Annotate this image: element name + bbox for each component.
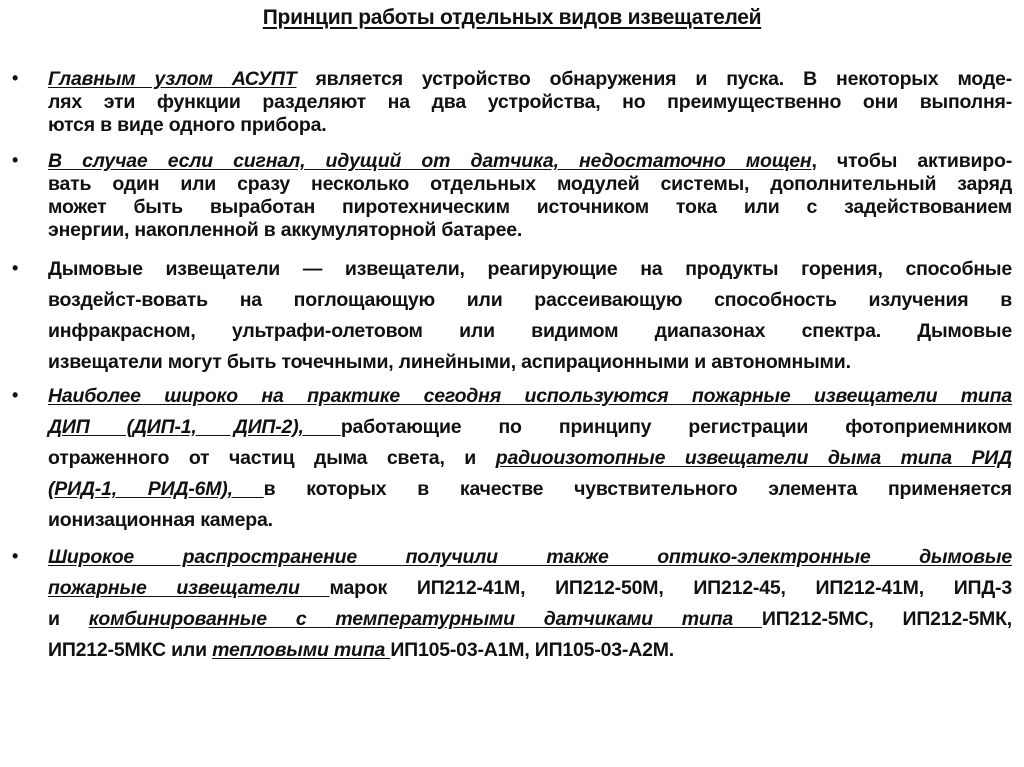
body-text: извещатели могут быть точечными, линейными, аспирационными и автономными. <box>48 351 851 373</box>
bullet-icon: • <box>12 546 19 566</box>
body-text: и <box>48 608 89 630</box>
bullet-icon: • <box>12 150 19 170</box>
text-line <box>48 285 1012 316</box>
body-text: может быть выработан пиротехническим источником тока или с задействованием <box>48 196 1012 218</box>
text-line <box>48 173 1012 196</box>
emphasized-text: комбинированные с температурными датчиками типа <box>88 608 762 630</box>
body-text: отраженного от частиц дыма света, и <box>48 447 496 469</box>
emphasized-text: Широкое распространение получили также оптико-электронные дымовые <box>48 546 1012 568</box>
text-line <box>48 254 1012 285</box>
body-text: ются в виде одного прибора. <box>48 114 327 136</box>
body-text: работающие по принципу регистрации фотоприемником <box>340 416 1012 438</box>
text-line <box>48 91 1012 114</box>
text-line <box>48 219 1012 242</box>
emphasized-text: Наиболее широко на практике сегодня используются пожарные извещатели типа <box>48 385 1012 407</box>
text-line <box>48 347 1012 378</box>
body-text: инфракрасном, ультрафи-олетовом или видимом диапазонах спектра. Дымовые <box>48 320 1012 342</box>
body-text: ионизационная камера. <box>48 509 273 531</box>
bullet-text <box>48 68 1012 137</box>
emphasized-text: В случае если сигнал, идущий от датчика, недостаточно мощен <box>48 150 812 172</box>
bullet-text <box>48 254 1012 378</box>
text-line <box>48 474 1012 505</box>
body-text: лях эти функции разделяют на два устройства, но преимущественно они выполня- <box>48 91 1012 113</box>
emphasized-text: пожарные извещатели <box>48 577 330 599</box>
body-text: энергии, накопленной в аккумуляторной батарее. <box>48 219 523 241</box>
emphasized-text: Главным узлом АСУПТ <box>48 68 297 90</box>
body-text: воздейст-вовать на поглощающую или рассеивающую способность излучения в <box>48 289 1012 311</box>
text-line <box>48 316 1012 347</box>
text-line <box>48 114 1012 137</box>
bullet-text <box>48 150 1012 242</box>
body-text: вать один или сразу несколько отдельных модулей системы, дополнительный заряд <box>48 173 1012 195</box>
text-line <box>48 150 1012 173</box>
body-text: марок ИП212-41М, ИП212-50М, ИП212-45, ИП212-41М, ИПД-3 <box>329 577 1012 599</box>
slide-title: Принцип работы отдельных видов извещателей <box>262 6 762 29</box>
body-text: ИП212-5МС, ИП212-5МК, <box>761 608 1012 630</box>
emphasized-text: ДИП (ДИП-1, ДИП-2), <box>48 416 341 438</box>
emphasized-text: (РИД-1, РИД-6М), <box>48 478 264 500</box>
text-line <box>48 412 1012 443</box>
text-line <box>48 635 1012 666</box>
text-line <box>48 443 1012 474</box>
bullet-text <box>48 542 1012 666</box>
text-line <box>48 604 1012 635</box>
text-line <box>48 68 1012 91</box>
body-text: ИП212-5МКС или <box>48 639 213 661</box>
body-text: ИП105-03-А1М, ИП105-03-А2М. <box>390 639 674 661</box>
bullet-icon: • <box>12 385 19 405</box>
body-text: является устройство обнаружения и пуска. В некоторых моде- <box>296 68 1012 90</box>
bullet-icon: • <box>12 258 19 278</box>
emphasized-text: тепловыми типа <box>212 639 391 661</box>
body-text: , чтобы активиро- <box>811 150 1013 172</box>
text-line <box>48 542 1012 573</box>
emphasized-text: радиоизотопные извещатели дыма типа РИД <box>495 447 1012 469</box>
bullet-icon: • <box>12 68 19 88</box>
text-line <box>48 381 1012 412</box>
text-line <box>48 196 1012 219</box>
text-line <box>48 573 1012 604</box>
bullet-text <box>48 381 1012 536</box>
body-text: в которых в качестве чувствительного элемента применяется <box>263 478 1012 500</box>
body-text: Дымовые извещатели — извещатели, реагирующие на продукты горения, способные <box>48 258 1012 280</box>
text-line <box>48 505 1012 536</box>
